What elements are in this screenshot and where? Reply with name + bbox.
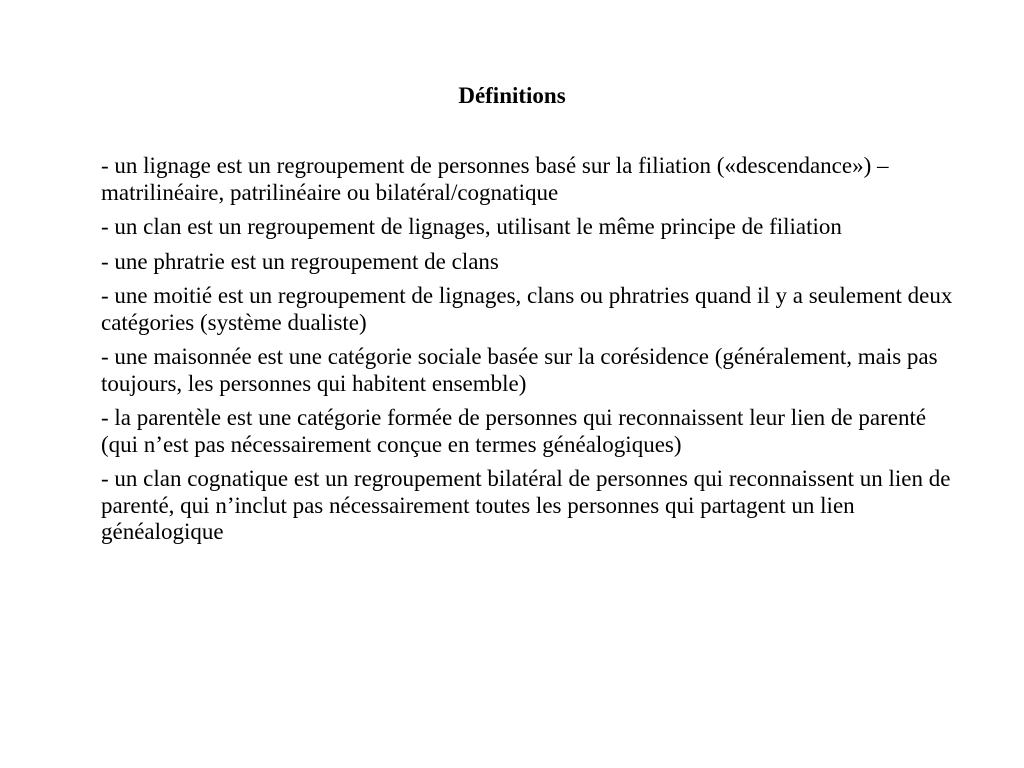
slide-title: Définitions xyxy=(458,83,566,108)
definition-lignage: - un lignage est un regroupement de personnes basé sur la filiation («descendance») – matrilinéaire, patrilinéaire ou bilatéral/cognatique xyxy=(101,153,889,205)
definition-clan-cognatique: - un clan cognatique est un regroupement bilatéral de personnes qui reconnaissent un lien de parenté, qui n’inclut pas nécessairement toutes les personnes qui partagent un lien généalogique xyxy=(101,466,951,544)
definition-phratrie: - une phratrie est un regroupement de clans xyxy=(101,248,499,274)
definition-parentele: - la parentèle est une catégorie formée de personnes qui reconnaissent leur lien de parenté (qui n’est pas nécessairement conçue en termes généalogiques) xyxy=(101,405,927,457)
definition-clan: - un clan est un regroupement de lignages, utilisant le même principe de filiation xyxy=(101,214,842,239)
definition-maisonnee: - une maisonnée est une catégorie sociale basée sur la corésidence (généralement, mais pas toujours, les personnes qui habitent ensemble) xyxy=(101,344,938,396)
definition-moitie: - une moitié est un regroupement de lignages, clans ou phratries quand il y a seulement deux catégories (système dualiste) xyxy=(101,283,953,335)
definitions-list xyxy=(101,153,961,554)
